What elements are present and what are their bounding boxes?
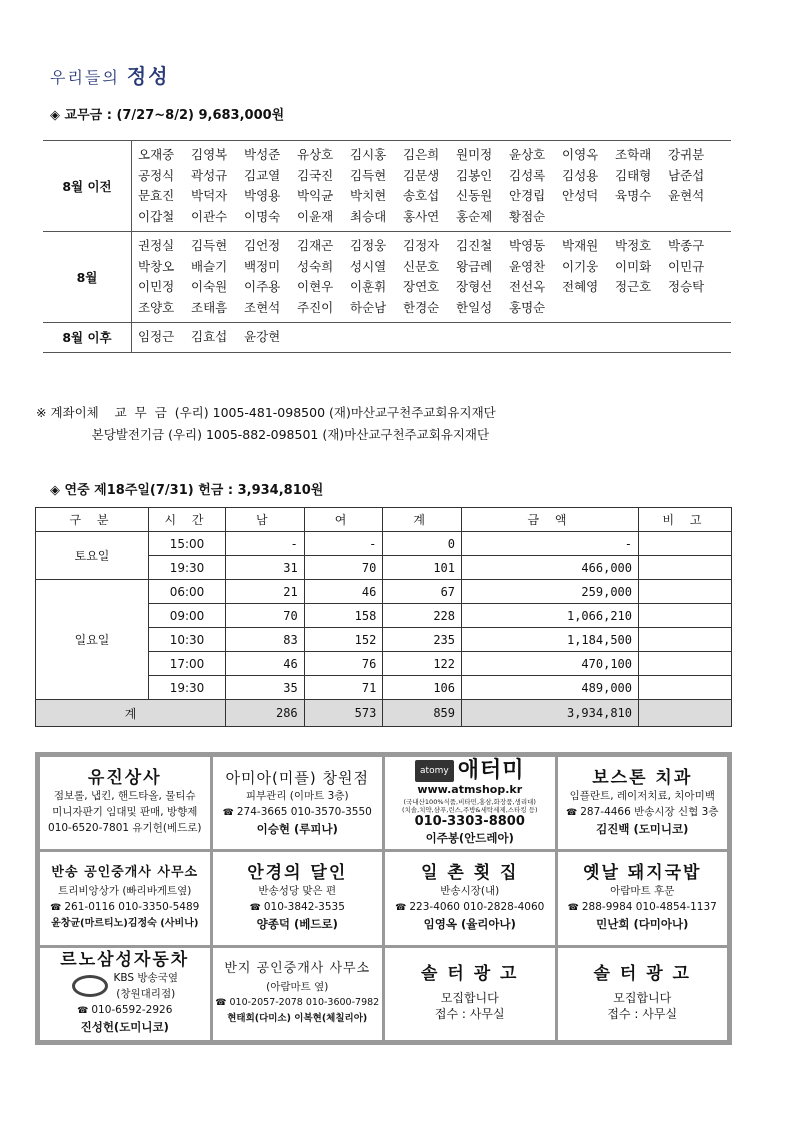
ad-title: 르노삼성자동차 [60,950,190,971]
ad-phone: ☎ 223-4060 010-2828-4060 [395,899,544,916]
day-label: 토요일 [36,532,149,580]
ad-line: 미니자판기 임대및 판매, 방향제 [52,806,198,819]
ad-phone: ☎ 261-0116 010-3350-5489 [50,899,199,916]
donor-name-line [138,277,731,298]
donor-group-label: 8월 이후 [43,323,132,353]
donor-name: 조태흠 [191,299,228,315]
count-female: 71 [304,676,383,700]
donor-name: 김정자 [403,238,440,253]
donor-name-line [138,327,731,348]
donor-name: 이민규 [668,258,705,274]
donor-name: 이영옥 [562,147,599,162]
donor-name: 한일성 [456,299,493,315]
header-category: 구 분 [36,508,149,532]
count-female: 152 [304,628,383,652]
donor-name: 홍사연 [403,208,440,224]
donor-name-line [138,257,731,278]
count-total: 101 [383,556,462,580]
donor-name: 이윤재 [297,208,334,224]
donor-name: 김성용 [562,167,599,183]
count-total: 67 [383,580,462,604]
ad-grid [35,752,732,1045]
attendance-row [36,580,732,604]
ad-line: (아람마트 옆) [266,980,329,993]
ad-guksu [558,852,728,944]
donor-name: 윤현석 [668,188,705,203]
donor-name: 이훈휘 [350,279,387,294]
donor-names [132,232,732,323]
donor-name: 박익균 [297,188,334,203]
offering-amount: 466,000 [462,556,639,580]
donor-name: 송호섭 [403,188,440,203]
attendance-table [35,507,732,727]
donor-name: 육명수 [615,188,652,203]
donor-name: 김언정 [244,238,281,253]
donor-name: 김진철 [456,238,493,253]
donor-name: 성시열 [350,258,387,274]
donor-name: 윤강현 [244,329,281,344]
donor-name: 신동원 [456,188,493,203]
donor-name: 김득현 [350,167,387,183]
ad-phone: ☎ 010-6592-2926 [77,1002,172,1019]
donor-name: 김성록 [509,167,546,183]
offering-amount: 1,184,500 [462,628,639,652]
ad-title: 유진상사 [87,768,162,789]
mass-time: 09:00 [149,604,226,628]
donor-name: 곽성규 [191,167,228,183]
ad-contact-name: 민난희 (다미아나) [596,916,689,931]
donor-name: 김교열 [244,167,281,183]
ad-phone: ☎ 288-9984 010-4854-1137 [568,899,717,916]
count-female: 70 [304,556,383,580]
ad-sashimi [385,852,555,944]
ad-phone: 010-3303-8800 [414,814,525,830]
header-amount: 금 액 [462,508,639,532]
donor-name: 박창오 [138,258,175,274]
total-male: 286 [226,700,305,727]
heading-small: 우리들의 [50,68,120,87]
ad-boston [558,757,728,849]
donor-name-line [138,236,731,257]
account-name: 교 무 금 [114,405,167,420]
donor-name: 박재원 [562,238,599,253]
ad-contact-name: 이주봉(안드레아) [425,831,514,846]
donor-name-line [138,166,731,187]
donor-name: 박덕자 [191,188,228,203]
note-cell [639,652,732,676]
donor-name: 성숙희 [297,258,334,274]
donor-name: 김봉인 [456,167,493,183]
offering-section-title: ◈ 연중 제18주일(7/31) 헌금 : 3,934,810원 [50,483,324,498]
ad-line: 접수 : 사무실 [434,1006,505,1021]
count-male: 83 [226,628,305,652]
atomy-header [415,760,524,782]
donor-name: 전선옥 [509,279,546,294]
donor-name: 김시홍 [350,147,387,162]
donor-name: 박정호 [615,238,652,253]
count-female: - [304,532,383,556]
donor-name: 이현우 [297,279,334,294]
donation-section-title: ◈ 교무금 : (7/27~8/2) 9,683,000원 [50,108,285,123]
count-total: 235 [383,628,462,652]
ad-solter-2 [558,948,728,1040]
donor-name: 황점순 [509,208,546,224]
note-cell [639,532,732,556]
ad-title: 반송 공인중개사 사무소 [51,864,199,880]
renault-info [72,970,178,1002]
donor-name: 김영복 [191,147,228,162]
attendance-row [36,532,732,556]
donor-name: 윤상호 [509,147,546,162]
donor-name: 윤영찬 [509,258,546,274]
ad-line: 모집합니다 [440,990,499,1005]
ad-solter-1 [385,948,555,1040]
donor-name: 이민정 [138,279,175,294]
mass-time: 19:30 [149,676,226,700]
ad-title: 솔 터 광 고 [421,963,519,984]
note-cell [639,580,732,604]
donor-name: 조양호 [138,299,175,315]
count-total: 122 [383,652,462,676]
donor-name: 장연호 [403,279,440,294]
mass-time: 15:00 [149,532,226,556]
count-male: 21 [226,580,305,604]
count-male: 35 [226,676,305,700]
donor-name: 원미정 [456,147,493,162]
donor-name: 이명숙 [244,208,281,224]
donor-name: 유상호 [297,147,334,162]
donor-name: 김태형 [615,167,652,183]
ad-title: 보스톤 치과 [592,767,693,788]
ad-yujin [40,757,210,849]
attendance-header-row [36,508,732,532]
ad-line: 반송시장(내) [440,884,500,897]
ad-title: 반지 공인중개사 사무소 [224,960,371,976]
day-label: 일요일 [36,580,149,700]
count-female: 46 [304,580,383,604]
donor-name: 이숙원 [191,279,228,294]
donor-name: 권정실 [138,238,175,253]
donor-name-line [138,145,731,166]
ad-phone: ☎ 010-3842-3535 [250,899,345,916]
donor-name: 신문호 [403,258,440,274]
offering-amount: - [462,532,639,556]
ad-title: 솔 터 광 고 [593,963,691,984]
count-female: 76 [304,652,383,676]
account-prefix: ※ 계좌이체 [36,405,99,420]
ad-line: 접수 : 사무실 [607,1006,678,1021]
donor-name: 하순남 [350,299,387,315]
donor-group-row [43,323,731,353]
donor-name: 남준섭 [668,167,705,183]
ad-line: 피부관리 (이마트 3층) [245,789,349,802]
ad-title: 애터미 [457,758,525,784]
donor-name: 박치현 [350,188,387,203]
ad-line: 반송성당 맞은 편 [258,884,337,897]
donor-name: 박종구 [668,238,705,253]
ad-contact-name: 김진백 (도미니코) [596,821,689,836]
donor-name-line [138,186,731,207]
donor-name: 이미화 [615,258,652,274]
ad-line: 점보롤, 냅킨, 핸드타올, 물티슈 [53,790,196,803]
header-time: 시 간 [149,508,226,532]
ad-line: 아람마트 후문 [610,884,675,897]
ad-banji [213,948,383,1040]
ad-phone: ☎ 010-2057-2078 010-3600-7982 [215,995,379,1011]
note-cell [639,556,732,580]
ad-bansong [40,852,210,944]
donor-name: 조학래 [615,147,652,162]
ad-line: 모집합니다 [613,990,672,1005]
count-male: 46 [226,652,305,676]
ad-eyeglass [213,852,383,944]
ad-renault [40,948,210,1040]
donor-names [132,141,732,232]
note-cell [639,628,732,652]
donor-name: 정승탁 [668,279,705,294]
account-number: (우리) 1005-882-098501 (재)마산교구천주교회유지재단 [168,427,490,442]
note-cell [639,676,732,700]
header-male: 남 [226,508,305,532]
atomy-logo: atomy [415,760,454,782]
donor-name: 한경순 [403,299,440,315]
note-cell [639,700,732,727]
donor-name: 최승대 [350,208,387,224]
renault-logo-icon [72,975,108,997]
donor-name: 김재곤 [297,238,334,253]
donor-name: 조현석 [244,299,281,315]
donor-name: 김효섭 [191,329,228,344]
offering-amount: 489,000 [462,676,639,700]
ad-atomy [385,757,555,849]
count-male: - [226,532,305,556]
ad-contact-name: 이승현 (루피나) [256,821,338,836]
donor-name: 안성덕 [562,188,599,203]
donor-name: 김문생 [403,167,440,183]
total-amount: 3,934,810 [462,700,639,727]
offering-amount: 470,100 [462,652,639,676]
donor-name: 이갑철 [138,208,175,224]
account-row-1 [36,402,496,424]
attendance-total-row [36,700,732,727]
ad-contact-name: 임영옥 (율리아나) [423,916,516,931]
total-label: 계 [36,700,226,727]
ad-fine-print: (국내산100%식품,비타민,홍삼,화장품,생리대) [403,798,536,807]
donor-name: 전혜영 [562,279,599,294]
page-heading [50,60,170,89]
donor-name: 장형선 [456,279,493,294]
ad-contact-name: 양종덕 (베드로) [256,916,338,931]
donor-name: 오재중 [138,147,175,162]
ad-title: 일 촌 횟 집 [421,862,519,883]
donor-name: 정근호 [615,279,652,294]
ad-line: 임플란트, 레이저치료, 치아미백 [569,789,715,802]
mass-time: 06:00 [149,580,226,604]
donor-name: 주진이 [297,299,334,315]
donor-name: 김정웅 [350,238,387,253]
donor-name: 왕금례 [456,258,493,274]
donor-table [43,140,731,353]
ad-line: (창원대리점) [116,988,176,1001]
donor-name: 이기웅 [562,258,599,274]
mass-time: 10:30 [149,628,226,652]
header-note: 비 고 [639,508,732,532]
offering-amount: 1,066,210 [462,604,639,628]
ad-line: KBS 방송국옆 [113,972,178,985]
ad-title: 안경의 달인 [247,862,348,883]
donor-name: 강귀분 [668,147,705,162]
count-total: 106 [383,676,462,700]
donor-group-row [43,232,731,323]
ad-line: 트리비앙상가 (빠리바게트옆) [58,884,192,897]
account-info [36,402,496,446]
donor-name-line [138,207,731,228]
donor-name: 홍순제 [456,208,493,224]
donor-name-line [138,298,731,319]
mass-time: 17:00 [149,652,226,676]
account-row-2 [36,424,496,446]
total-total: 859 [383,700,462,727]
ad-title: 아미아(미플) 창원점 [225,768,369,787]
donor-group-label: 8월 이전 [43,141,132,232]
donor-name: 백정미 [244,258,281,274]
donor-name: 배슬기 [191,258,228,274]
donor-name: 공정식 [138,167,175,183]
donor-name: 박영동 [509,238,546,253]
account-name: 본당발전기금 [91,427,165,442]
note-cell [639,604,732,628]
ad-contact-name: 현태희(다미소) 이복현(체칠리아) [227,1012,368,1024]
donor-name: 박영용 [244,188,281,203]
donor-name: 김은희 [403,147,440,162]
donor-name: 박성준 [244,147,281,162]
donor-name: 임정근 [138,329,175,344]
header-female: 여 [304,508,383,532]
ad-url: www.atmshop.kr [417,783,523,797]
donor-group-label: 8월 [43,232,132,323]
donor-name: 안경립 [509,188,546,203]
count-total: 0 [383,532,462,556]
donor-names [132,323,732,353]
count-female: 158 [304,604,383,628]
offering-amount: 259,000 [462,580,639,604]
heading-big: 정성 [126,64,170,88]
ad-amia [213,757,383,849]
ad-contact: 010-6520-7801 유기헌(베드로) [48,822,202,835]
total-female: 573 [304,700,383,727]
donor-name: 홍명순 [509,299,546,315]
count-male: 31 [226,556,305,580]
donor-name: 이주용 [244,279,281,294]
ad-phone: ☎ 274-3665 010-3570-3550 [223,804,372,821]
header-total: 계 [383,508,462,532]
ad-contact-name: 윤창균(마르티노)김정숙 (사비나) [51,917,199,929]
ad-contact-name: 진성헌(도미니코) [80,1020,169,1035]
donor-name: 이관수 [191,208,228,224]
ad-fine-print: (치솔,치약,샴푸,린스,주방&세탁세제,스타킹 등) [401,806,538,815]
count-male: 70 [226,604,305,628]
donor-name: 김국진 [297,167,334,183]
donor-name: 문효진 [138,188,175,203]
mass-time: 19:30 [149,556,226,580]
donor-name: 김득현 [191,238,228,253]
donor-group-row [43,141,731,232]
account-number: (우리) 1005-481-098500 (재)마산교구천주교회유지재단 [174,405,496,420]
ad-title: 옛날 돼지국밥 [583,862,702,883]
ad-phone: ☎ 287-4466 반송시장 신협 3층 [566,804,718,821]
count-total: 228 [383,604,462,628]
